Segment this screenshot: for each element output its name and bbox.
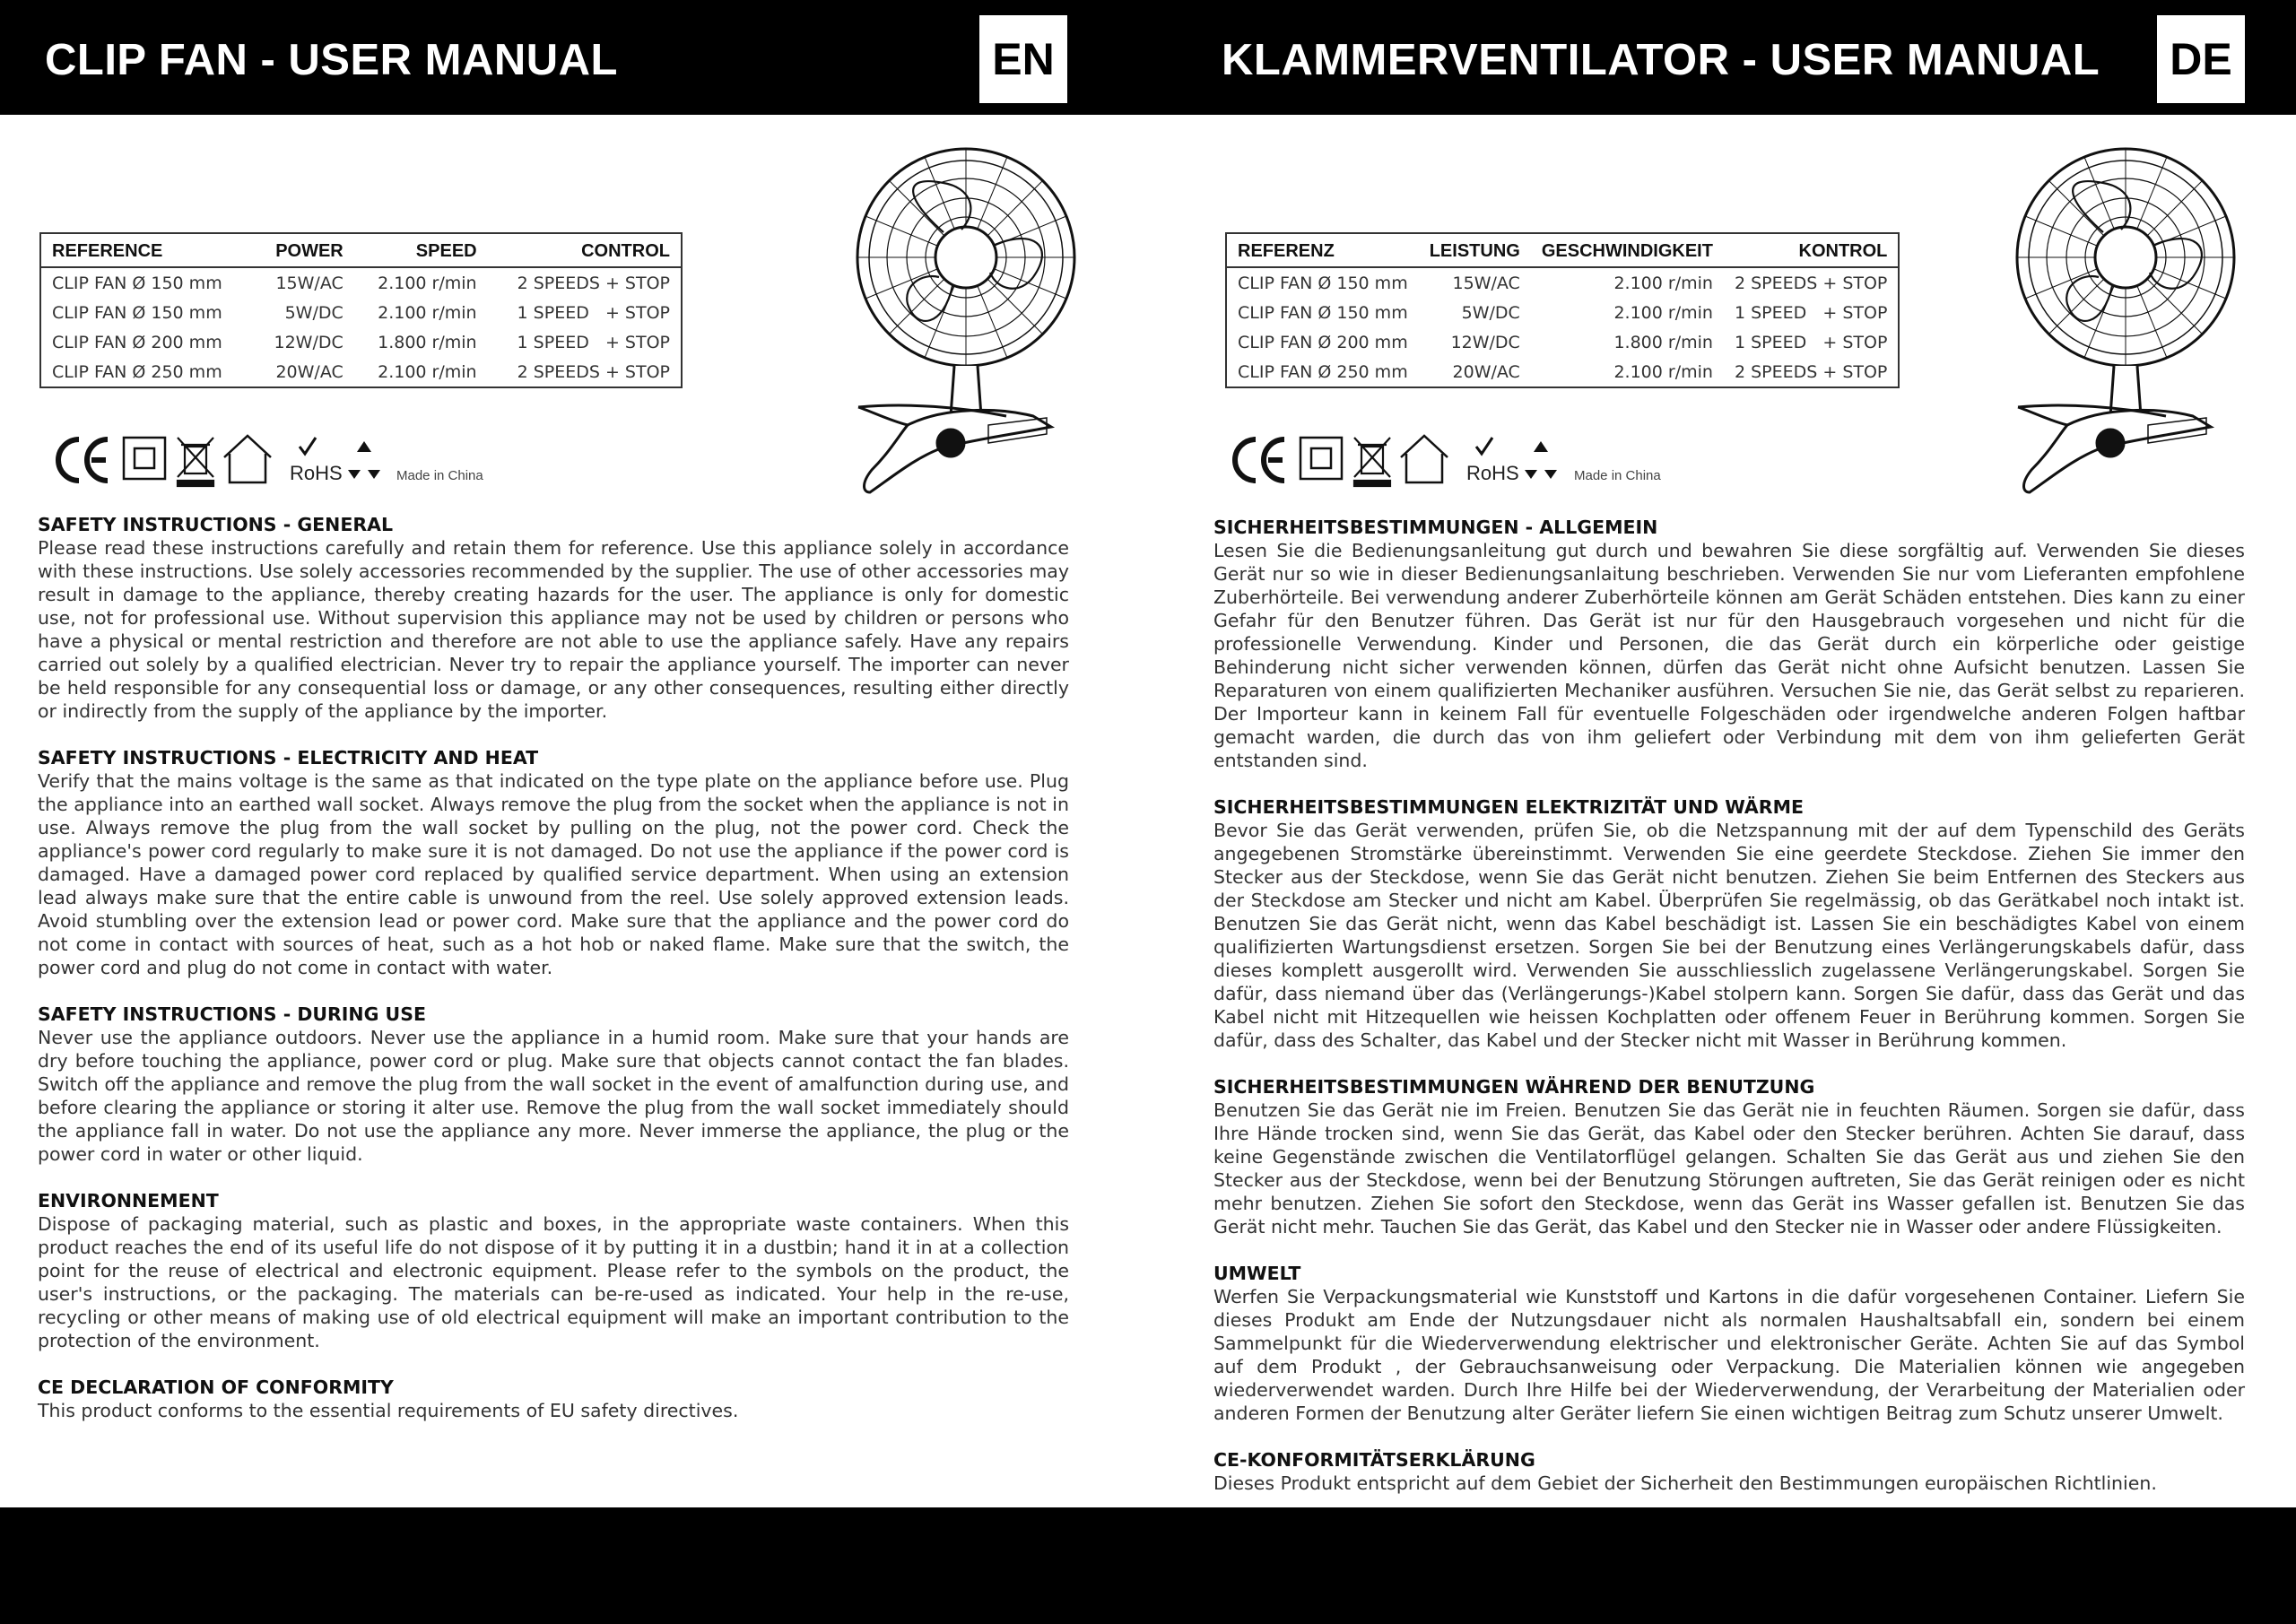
section-title: SICHERHEITSBESTIMMUNGEN WÄHREND DER BENUTZUNG	[1213, 1076, 1815, 1098]
table-cell: 20W/AC	[275, 361, 344, 382]
section-title: SAFETY INSTRUCTIONS - DURING USE	[38, 1003, 426, 1025]
recycle-icon	[348, 441, 380, 479]
instructions-column-de	[1213, 516, 2245, 1518]
double-insulation-icon	[124, 438, 165, 479]
clip-fan-illustration	[2013, 147, 2238, 501]
table-cell: CLIP FAN Ø 250 mm	[52, 361, 222, 382]
rohs-label: RoHS	[1466, 462, 1519, 484]
table-cell: 1 SPEED + STOP	[517, 332, 670, 352]
table-header-row	[1226, 233, 1899, 267]
column-header: POWER	[254, 233, 354, 267]
spec-table-de	[1225, 232, 1900, 388]
table-row	[40, 298, 682, 327]
table-row	[40, 327, 682, 357]
table-cell: 5W/DC	[284, 302, 344, 323]
table-row	[1226, 298, 1899, 327]
table-cell: 2.100 r/min	[1613, 273, 1713, 293]
ce-mark-icon	[1235, 439, 1284, 481]
indoor-use-icon	[1401, 436, 1448, 482]
section-body: Dieses Produkt entspricht auf dem Gebiet der Sicherheit den Bestimmungen europäischen Richtlinien.	[1213, 1472, 2157, 1494]
table-cell: 2.100 r/min	[378, 302, 477, 323]
made-in-label: Made in China	[1574, 468, 1661, 483]
section-body: Bevor Sie das Gerät verwenden, prüfen Sie, ob die Netzspannung mit der auf dem Typenschild des Geräts angegebenen Stromstärke übereinstimmt. Verwenden Sie eine geerdete Steckdose. Ziehen Sie immer den Stecker aus der Steckdose, wenn Sie das Gerät nicht benutzen. Ziehen Sie beim Entfernen des Steckers aus der Steckdose am Stecker und nicht am Kabel. Überprüfen Sie regelmässig, ob das Gerätkabel noch intakt ist. Benutzen Sie das Gerät nicht, wenn das Kabel beschädigt ist. Lassen Sie ein beschädigtes Kabel von einem qualifizierten Wartungsdienst ersetzen. Sorgen Sie bei der Benutzung eines Verlängerungskabels dafür, dass dieses komplett ausgerollt wird. Verwenden Sie ausschliesslich zugelassene Verlängerungskabel. Sorgen Sie dafür, dass niemand über das (Verlängerungs-)Kabel stolpern kann. Sorgen Sie dafür, dass das Gerät und das Kabel nicht mit Hitzequellen wie heissen Kochplatten oder offenem Feuer in Berührung kommen. Sorgen Sie dafür, dass des Schalter, das Kabel und der Stecker nicht mit Wasser in Berührung kommen.	[1213, 820, 2245, 1051]
table-cell: 20W/AC	[1452, 361, 1520, 382]
weee-bin-icon	[178, 438, 213, 486]
section-title: SICHERHEITSBESTIMMUNGEN - ALLGEMEIN	[1213, 517, 1658, 538]
table-cell: 15W/AC	[1452, 273, 1520, 293]
column-header: REFERENZ	[1226, 233, 1419, 267]
column-header: CONTROL	[488, 233, 682, 267]
table-cell: 1.800 r/min	[1613, 332, 1713, 352]
instructions-column-en	[38, 513, 1069, 1446]
table-header-row	[40, 233, 682, 267]
section-body: Please read these instructions carefully and retain them for reference. Use this appliance solely in accordance with these instructions. Use solely accessories recommended by the supplier. The use of other accessories may result in damage to the appliance, thereby creating hazards for the user. The appliance is only for domestic use, not for professional use. Without supervision this appliance may not be used by children or persons who have a physical or mental restriction and therefore are not able to use the appliance safely. Have any repairs carried out solely by a qualified electrician. Never try to repair the appliance yourself. The importer can never be held responsible for any consequential loss or damage, or any other consequences, resulting either directly or indirectly from the supply of the appliance by the importer.	[38, 537, 1069, 722]
table-cell: 2.100 r/min	[1613, 302, 1713, 323]
section-body: Lesen Sie die Bedienungsanleitung gut durch und bewahren Sie diese sorgfältig auf. Verwenden Sie dieses Gerät nur so wie in dieser Bedienungsanlaitung beschrieben. Verwenden Sie nur vom Lieferanten empfohlene Zuberhörteile. Bei verwendung anderer Zuberhörteile können am Gerät Schäden entstehen. Dies kann zu einer Gefahr für den Benutzer führen. Das Gerät ist nur für den Hausgebrauch vorgesehen und nicht für die professionelle Verwendung. Kinder und Personen, die das Gerät durch ein körperliche oder geistige Behinderung nicht sicher verwenden können, dürfen das Gerät nicht ohne Aufsicht benutzen. Lassen Sie Reparaturen von einem qualifizierten Mechaniker ausführen. Versuchen Sie nie, das Gerät selbst zu reparieren. Der Importeur kann in keinem Fall für eventuelle Folgeschäden oder irgendwelche anderen Folgen haftbar gemacht warden, die durch das von ihm geliefert oder Verbindung mit dem von ihm gelieferten Gerät entstanden sind.	[1213, 540, 2245, 771]
page-title-en: CLIP FAN - USER MANUAL	[45, 36, 618, 84]
table-cell: CLIP FAN Ø 250 mm	[1238, 361, 1408, 382]
section-title: CE DECLARATION OF CONFORMITY	[38, 1376, 394, 1398]
spec-table-en	[39, 232, 683, 388]
weee-bin-icon	[1354, 438, 1390, 486]
ce-mark-icon	[58, 439, 108, 481]
section-environment	[1213, 1262, 2245, 1425]
column-header: LEISTUNG	[1419, 233, 1531, 267]
section-title: SAFETY INSTRUCTIONS - GENERAL	[38, 514, 394, 535]
column-header: KONTROL	[1724, 233, 1899, 267]
table-row	[40, 267, 682, 298]
indoor-use-icon	[224, 436, 271, 482]
section-body: Verify that the mains voltage is the same as that indicated on the type plate on the appliance before use. Plug the appliance into an earthed wall socket. Always remove the plug from the socket when the appliance is not in use. Always remove the plug from the wall socket by pulling on the plug, not the power cord. Check the appliance's power cord regularly to make sure it is not damaged. Do not use the appliance if the power cord is damaged. Have a damaged power cord replaced by qualified service department. When using an extension lead always make sure that the entire cable is unwound from the reel. Use solely approved extension leads. Avoid stumbling over the extension lead or power cord. Make sure that the appliance and the power cord do not come in contact with sources of heat, such as a hot hob or naked flame. Make sure that the switch, the power cord and plug do not come in contact with water.	[38, 770, 1069, 978]
page-title-de: KLAMMERVENTILATOR - USER MANUAL	[1222, 36, 2100, 84]
table-cell: 12W/DC	[1450, 332, 1520, 352]
section-general	[38, 513, 1069, 723]
section-environment	[38, 1189, 1069, 1352]
table-cell: 1 SPEED + STOP	[1734, 302, 1888, 323]
table-row	[40, 357, 682, 387]
table-cell: 2 SPEEDS + STOP	[1734, 361, 1888, 382]
table-cell: CLIP FAN Ø 150 mm	[1238, 273, 1408, 293]
table-cell: 15W/AC	[275, 273, 344, 293]
column-header: GESCHWINDIGKEIT	[1531, 233, 1724, 267]
rohs-label: RoHS	[290, 462, 343, 484]
compliance-symbols-de	[1229, 430, 1695, 493]
made-in-label: Made in China	[396, 468, 483, 483]
compliance-symbols-en	[52, 430, 518, 493]
language-badge-de: DE	[2157, 15, 2245, 103]
table-cell: 1 SPEED + STOP	[517, 302, 670, 323]
column-header: REFERENCE	[40, 233, 254, 267]
clip-fan-illustration	[854, 147, 1078, 501]
table-cell: 2.100 r/min	[1613, 361, 1713, 382]
table-cell: 2 SPEEDS + STOP	[517, 273, 670, 293]
section-title: ENVIRONNEMENT	[38, 1190, 219, 1211]
section-body: Werfen Sie Verpackungsmaterial wie Kunststoff und Kartons in die dafür vorgesehenen Container. Liefern Sie dieses Produkt am Ende der Nutzungsdauer nicht als normalen Haushaltsabfall ein, sondern bei einem Sammelpunkt für die Wiederverwendung elektrischer und elektronischer Geräte. Achten Sie auf das Symbol auf dem Produkt , der Gebrauchsanweisung oder Verpackung. Die Materialien können wie angegeben wiederverwendet warden. Durch Ihre Hilfe bei der Wiederverwendung, der Verarbeitung der Materialien oder anderen Formen der Benutzung alter Geräter liefern Sie einen wichtigen Beitrag zum Schutz unserer Umwelt.	[1213, 1286, 2245, 1424]
table-row	[1226, 267, 1899, 298]
section-title: SICHERHEITSBESTIMMUNGEN ELEKTRIZITÄT UND WÄRME	[1213, 796, 1804, 818]
table-cell: CLIP FAN Ø 150 mm	[52, 273, 222, 293]
recycle-icon	[1525, 441, 1557, 479]
table-cell: 1 SPEED + STOP	[1734, 332, 1888, 352]
table-cell: CLIP FAN Ø 150 mm	[52, 302, 222, 323]
section-ce-declaration	[38, 1376, 1069, 1422]
table-cell: 12W/DC	[274, 332, 344, 352]
column-header: SPEED	[354, 233, 488, 267]
footer-bar	[0, 1507, 2296, 1624]
section-body: Benutzen Sie das Gerät nie im Freien. Benutzen Sie das Gerät nie in feuchten Räumen. Sorgen sie dafür, dass Ihre Hände trocken sind, wenn Sie das Gerät, das Kabel oder den Stecker berühren. Achten Sie darauf, dass keine Gegenstände zwischen die Ventilatorflügel gelangen. Schalten Sie das Gerät aus und ziehen Sie den Stecker aus der Steckdose, wenn bei der Benutzung Störungen auftreten, Sie das Gerät reinigen oder es nicht mehr benutzen. Ziehen Sie sofort den Steckdose, wenn das Gerät ins Wasser gefallen ist. Benutzen Sie das Gerät nicht mehr. Tauchen Sie das Gerät, das Kabel und den Stecker nie in Wasser oder andere Flüssigkeiten.	[1213, 1099, 2245, 1238]
section-title: UMWELT	[1213, 1263, 1301, 1284]
table-cell: 2 SPEEDS + STOP	[517, 361, 670, 382]
section-general	[1213, 516, 2245, 772]
section-during-use	[38, 1003, 1069, 1166]
table-cell: 2 SPEEDS + STOP	[1734, 273, 1888, 293]
section-ce-declaration	[1213, 1448, 2245, 1495]
table-cell: 1.800 r/min	[378, 332, 477, 352]
double-insulation-icon	[1300, 438, 1342, 479]
table-row	[1226, 357, 1899, 387]
table-cell: CLIP FAN Ø 200 mm	[52, 332, 222, 352]
section-body: Dispose of packaging material, such as plastic and boxes, in the appropriate waste containers. When this product reaches the end of its useful life do not dispose of it by putting it in a dustbin; hand it in at a collection point for the reuse of electrical and electronic equipment. Please refer to the symbols on the product, the user's instructions, or the packaging. The materials can be-re-used as indicated. Your help in the re-use, recycling or other means of making use of old electrical equipment will make an important contribution to the protection of the environment.	[38, 1213, 1069, 1351]
language-badge-en: EN	[979, 15, 1067, 103]
section-body: This product conforms to the essential requirements of EU safety directives.	[38, 1400, 739, 1421]
section-title: SAFETY INSTRUCTIONS - ELECTRICITY AND HEAT	[38, 747, 539, 769]
section-electricity	[1213, 795, 2245, 1052]
section-during-use	[1213, 1075, 2245, 1238]
section-title: CE-KONFORMITÄTSERKLÄRUNG	[1213, 1449, 1535, 1471]
section-electricity	[38, 746, 1069, 979]
table-cell: CLIP FAN Ø 200 mm	[1238, 332, 1408, 352]
checkmark-icon	[300, 438, 316, 454]
table-cell: 5W/DC	[1461, 302, 1520, 323]
table-cell: 2.100 r/min	[378, 273, 477, 293]
table-cell: 2.100 r/min	[378, 361, 477, 382]
section-body: Never use the appliance outdoors. Never use the appliance in a humid room. Make sure that your hands are dry before touching the appliance, power cord or plug. Make sure that objects cannot contact the fan blades. Switch off the appliance and remove the plug from the wall socket in the event of amalfunction during use, and before clearing the appliance or storing it alter use. Remove the plug from the wall socket immediately should the appliance fall in water. Do not use the appliance any more. Never immerse the appliance, the plug or the power cord in water or other liquid.	[38, 1027, 1069, 1165]
table-row	[1226, 327, 1899, 357]
table-cell: CLIP FAN Ø 150 mm	[1238, 302, 1408, 323]
checkmark-icon	[1476, 438, 1492, 454]
